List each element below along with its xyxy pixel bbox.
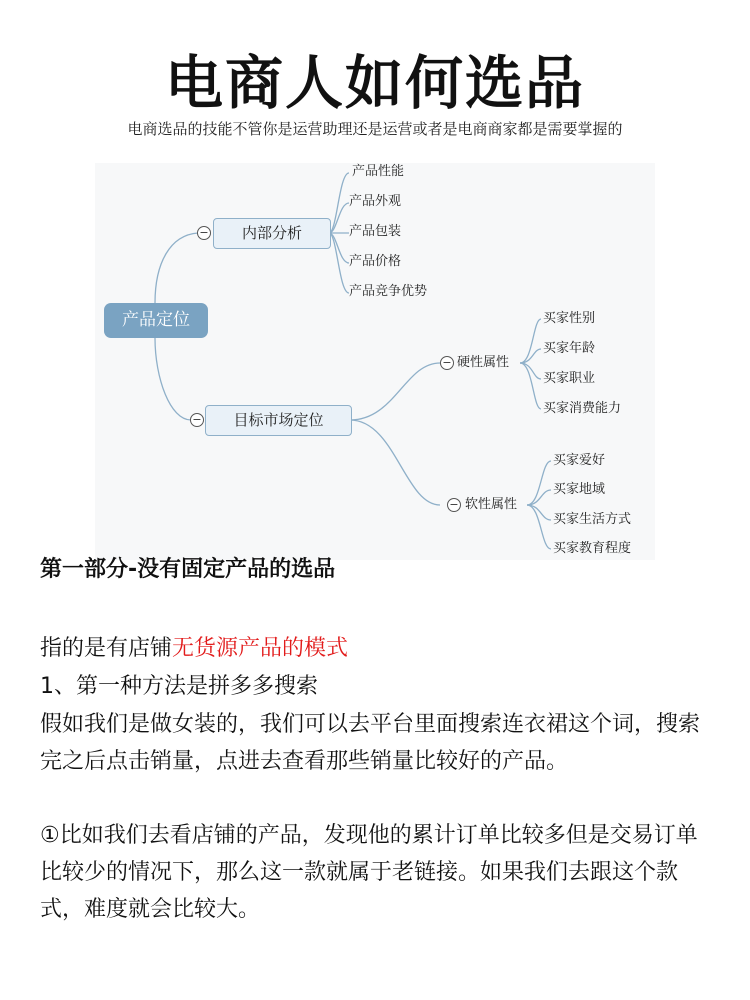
intro-prefix: 指的是有店铺 bbox=[40, 636, 173, 661]
paragraph-1: 假如我们是做女装的，我们可以去平台里面搜索连衣裙这个词，搜索完之后点击销量，点进去查看那些销量比较好的产品。 bbox=[40, 712, 701, 774]
leaf-product-price: 产品价格 bbox=[349, 254, 402, 269]
method-title: 1、第一种方法是拼多多搜索 bbox=[40, 674, 318, 699]
paragraph-2: ①比如我们去看店铺的产品，发现他的累计订单比较多但是交易订单比较少的情况下，那么这一款就属于老链接。如果我们去跟这个款式，难度就会比较大。 bbox=[40, 823, 698, 922]
connector-soft-leaf3 bbox=[527, 505, 551, 520]
node-hard-attributes[interactable]: 硬性属性 bbox=[457, 355, 510, 370]
leaf-buyer-age: 买家年龄 bbox=[543, 341, 596, 356]
collapse-icon[interactable]: − bbox=[440, 356, 454, 370]
leaf-buyer-hobby: 买家爱好 bbox=[553, 453, 606, 468]
connector-soft-leaf2 bbox=[527, 490, 551, 505]
intro-highlight: 无货源产品的模式 bbox=[172, 636, 349, 661]
connector-hard-leaf4 bbox=[520, 363, 541, 409]
collapse-icon[interactable]: − bbox=[190, 413, 204, 427]
leaf-buyer-spending: 买家消费能力 bbox=[543, 401, 622, 416]
mind-map-connectors bbox=[95, 163, 655, 560]
node-target-market[interactable]: 目标市场定位 bbox=[205, 405, 352, 436]
connector-root-internal bbox=[155, 233, 198, 303]
collapse-icon[interactable]: − bbox=[447, 498, 461, 512]
section-title: 第一部分-没有固定产品的选品 bbox=[40, 557, 336, 582]
connector-internal-leaf5 bbox=[329, 233, 349, 293]
leaf-product-performance: 产品性能 bbox=[352, 164, 405, 179]
connector-target-hard bbox=[350, 363, 440, 420]
connector-internal-leaf1 bbox=[329, 173, 349, 233]
connector-root-target bbox=[155, 338, 191, 420]
intro-line bbox=[40, 632, 348, 666]
mind-map-root-node[interactable]: 产品定位 bbox=[104, 303, 208, 338]
page-subtitle: 电商选品的技能不管你是运营助理还是运营或者是电商商家都是需要掌握的 bbox=[127, 120, 623, 138]
leaf-product-appearance: 产品外观 bbox=[349, 194, 402, 209]
page-title: 电商人如何选品 bbox=[164, 49, 585, 117]
leaf-buyer-occupation: 买家职业 bbox=[543, 371, 596, 386]
connector-target-soft bbox=[350, 420, 440, 505]
leaf-buyer-region: 买家地域 bbox=[553, 482, 606, 497]
leaf-buyer-lifestyle: 买家生活方式 bbox=[553, 512, 632, 527]
leaf-buyer-education: 买家教育程度 bbox=[553, 541, 632, 556]
node-internal-analysis[interactable]: 内部分析 bbox=[213, 218, 331, 249]
node-soft-attributes[interactable]: 软性属性 bbox=[465, 497, 518, 512]
collapse-icon[interactable]: − bbox=[197, 226, 211, 240]
leaf-product-advantage: 产品竞争优势 bbox=[349, 284, 428, 299]
leaf-buyer-gender: 买家性别 bbox=[543, 311, 596, 326]
connector-hard-leaf1 bbox=[520, 319, 541, 363]
mind-map bbox=[95, 163, 655, 560]
connector-hard-leaf2 bbox=[520, 349, 541, 363]
leaf-product-packaging: 产品包装 bbox=[349, 224, 402, 239]
